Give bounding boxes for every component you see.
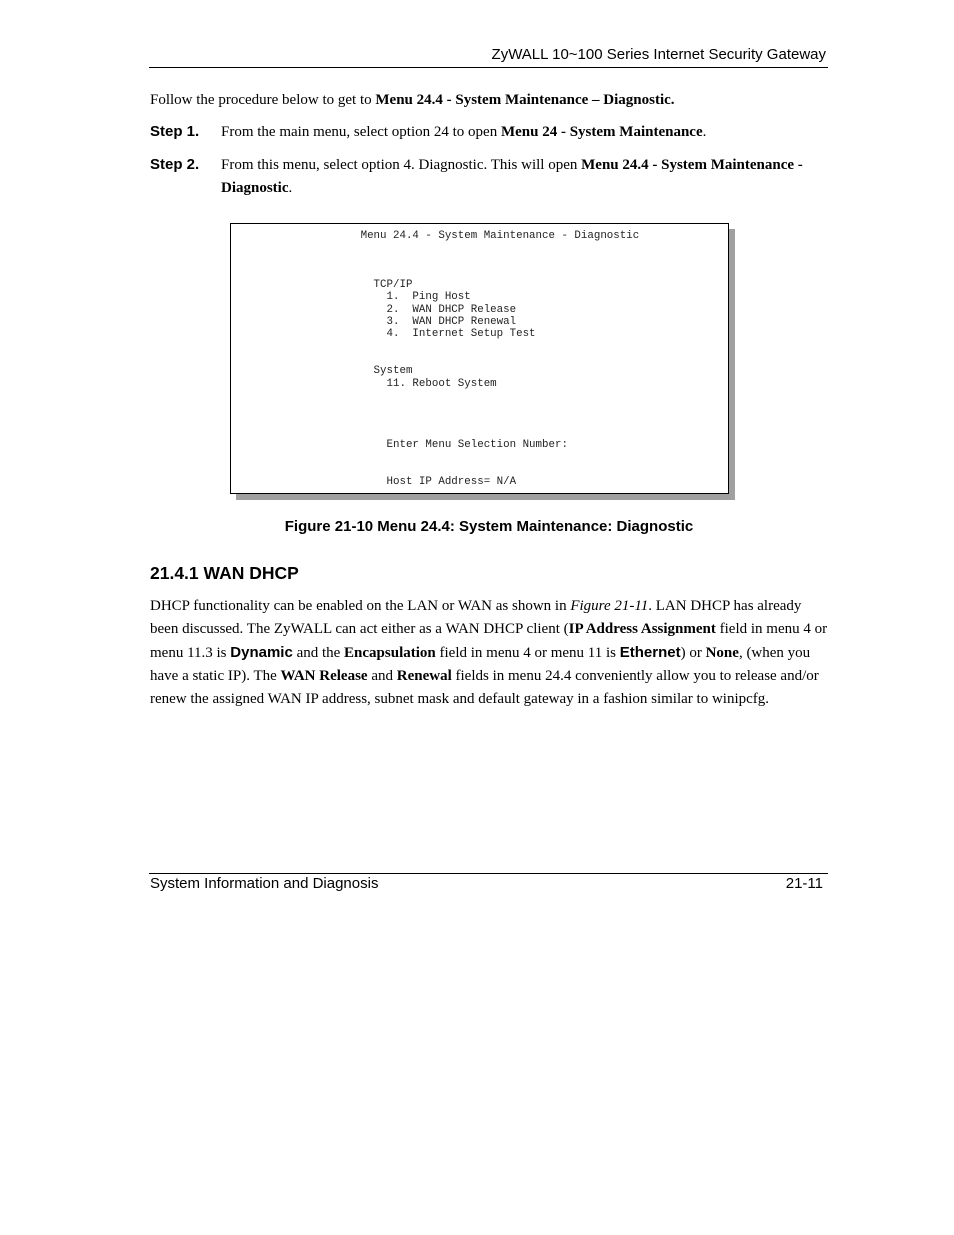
- body-text: fields in menu 24.4 conveniently allow you to release and/or renew the assigned WAN IP address, subnet mask and default gateway in a fashion similar to winipcfg.: [150, 668, 819, 707]
- running-header: ZyWALL 10~100 Series Internet Security Gateway: [491, 46, 826, 63]
- figure-reference: Figure 21-11: [570, 598, 649, 614]
- header-rule: [149, 67, 828, 68]
- step-1-text: [221, 121, 828, 144]
- body-text: field in menu 4 or menu 11 is: [435, 645, 620, 661]
- step-2-text-part: From this menu, select option 4. Diagnostic. This will open: [221, 157, 582, 173]
- terminal-screen-figure: [230, 223, 729, 494]
- figure-caption: Figure 21-10 Menu 24.4: System Maintenance: Diagnostic: [284, 518, 694, 535]
- step-1-label: Step 1.: [150, 123, 200, 140]
- step-2-menu-name: Menu 24.4 - System Maintenance - Diagnostic: [221, 157, 803, 196]
- body-text: and the: [292, 645, 345, 661]
- body-text: . LAN DHCP has already been discussed. The ZyWALL can act either as a WAN DHCP client (: [150, 598, 802, 637]
- page-number: 21-11: [785, 875, 823, 892]
- body-text: DHCP functionality can be enabled on the LAN or WAN as shown in: [150, 598, 571, 614]
- intro-text: Follow the procedure below to get to: [150, 92, 376, 108]
- field-name: Encapsulation: [344, 645, 436, 661]
- body-text: ) or: [680, 645, 706, 661]
- field-value: Dynamic: [230, 644, 293, 661]
- step-2-period: .: [288, 180, 293, 196]
- terminal-screen-text: Menu 24.4 - System Maintenance - Diagnostic TCP/IP 1. Ping Host 2. WAN DHCP Release 3. WAN DHCP Renewal 4. Internet Setup Test System 11. Reboot System Enter Menu Selection Number: Host IP Address= N/A: [360, 230, 640, 488]
- intro-menu-name: Menu 24.4 - System Maintenance – Diagnostic.: [375, 92, 675, 108]
- field-name: IP Address Assignment: [568, 621, 716, 637]
- field-value: Ethernet: [619, 644, 681, 661]
- step-1-period: .: [702, 124, 707, 140]
- body-text: , (when you have a static IP). The: [150, 645, 811, 684]
- step-1-text-part: From the main menu, select option 24 to open: [221, 124, 501, 140]
- step-2-label: Step 2.: [150, 156, 200, 173]
- step-2-text: [221, 154, 828, 200]
- body-paragraph: [150, 595, 828, 711]
- body-text: and: [367, 668, 397, 684]
- footer-rule: [149, 873, 828, 874]
- intro-paragraph: [150, 89, 828, 112]
- field-name: Renewal: [396, 668, 452, 684]
- footer-section-title: System Information and Diagnosis: [150, 875, 379, 892]
- field-value: None: [705, 645, 739, 661]
- field-name: WAN Release: [280, 668, 368, 684]
- step-1-menu-name: Menu 24 - System Maintenance: [500, 124, 703, 140]
- section-heading: 21.4.1 WAN DHCP: [150, 563, 299, 583]
- body-text: field in menu 4 or menu 11.3 is: [150, 621, 828, 661]
